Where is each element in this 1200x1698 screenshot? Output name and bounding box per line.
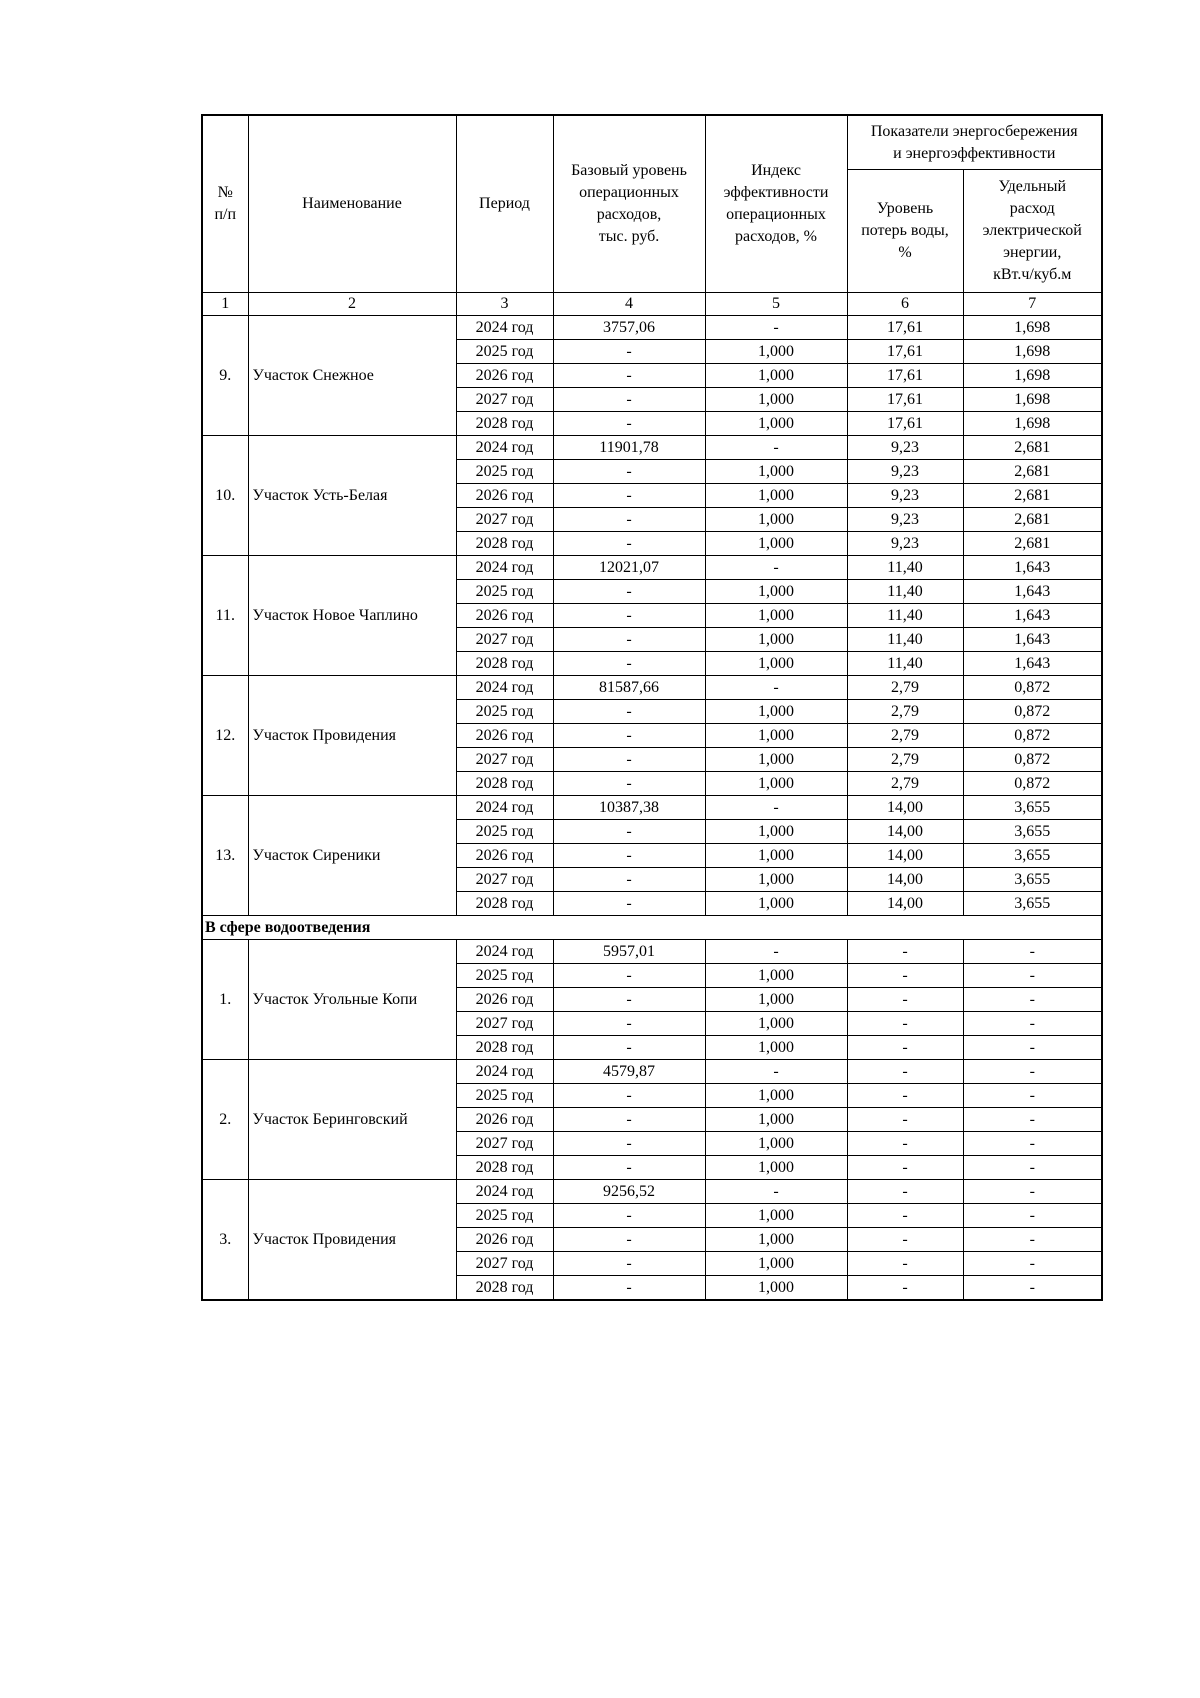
specific-consumption-cell: 2,681	[963, 532, 1102, 556]
specific-consumption-cell: 1,643	[963, 604, 1102, 628]
specific-consumption-cell: 0,872	[963, 676, 1102, 700]
water-loss-cell: 2,79	[847, 676, 963, 700]
efficiency-index-cell: 1,000	[705, 388, 847, 412]
specific-consumption-cell: -	[963, 1036, 1102, 1060]
period-cell: 2024 год	[456, 1060, 553, 1084]
row-number: 9.	[202, 316, 248, 436]
specific-consumption-cell: -	[963, 1204, 1102, 1228]
efficiency-index-cell: 1,000	[705, 748, 847, 772]
efficiency-index-cell: -	[705, 556, 847, 580]
specific-consumption-cell: -	[963, 1156, 1102, 1180]
table-row	[202, 796, 1102, 820]
efficiency-index-cell: 1,000	[705, 1036, 847, 1060]
table-header	[202, 115, 1102, 316]
row-number: 1.	[202, 940, 248, 1060]
site-name: Участок Новое Чаплино	[248, 556, 456, 676]
period-cell: 2025 год	[456, 1084, 553, 1108]
efficiency-index-cell: 1,000	[705, 412, 847, 436]
specific-consumption-cell: 0,872	[963, 700, 1102, 724]
base-level-cell: 81587,66	[553, 676, 705, 700]
specific-consumption-cell: 0,872	[963, 772, 1102, 796]
period-cell: 2028 год	[456, 652, 553, 676]
specific-consumption-cell: 1,698	[963, 388, 1102, 412]
water-loss-cell: -	[847, 1036, 963, 1060]
specific-consumption-cell: 1,698	[963, 364, 1102, 388]
period-cell: 2025 год	[456, 460, 553, 484]
efficiency-index-cell: 1,000	[705, 772, 847, 796]
specific-consumption-cell: 1,643	[963, 652, 1102, 676]
site-name: Участок Провидения	[248, 676, 456, 796]
specific-consumption-cell: -	[963, 1108, 1102, 1132]
water-loss-cell: 14,00	[847, 868, 963, 892]
efficiency-index-cell: 1,000	[705, 1252, 847, 1276]
water-loss-cell: 17,61	[847, 388, 963, 412]
base-level-cell: -	[553, 580, 705, 604]
water-loss-cell: 2,79	[847, 700, 963, 724]
header-base-level: Базовый уровень операционных расходов, тыс. руб.	[553, 115, 705, 293]
base-level-cell: -	[553, 1108, 705, 1132]
indicators-table	[201, 114, 1103, 1301]
table-row	[202, 1180, 1102, 1204]
period-cell: 2025 год	[456, 964, 553, 988]
specific-consumption-cell: 3,655	[963, 844, 1102, 868]
specific-consumption-cell: 1,698	[963, 340, 1102, 364]
base-level-cell: -	[553, 844, 705, 868]
efficiency-index-cell: -	[705, 676, 847, 700]
specific-consumption-cell: -	[963, 1060, 1102, 1084]
water-loss-cell: 11,40	[847, 652, 963, 676]
specific-consumption-cell: -	[963, 1276, 1102, 1301]
period-cell: 2024 год	[456, 940, 553, 964]
specific-consumption-cell: 1,643	[963, 556, 1102, 580]
specific-consumption-cell: 2,681	[963, 436, 1102, 460]
water-loss-cell: -	[847, 1156, 963, 1180]
specific-consumption-cell: 3,655	[963, 868, 1102, 892]
column-number: 5	[705, 293, 847, 316]
period-cell: 2028 год	[456, 1276, 553, 1301]
base-level-cell: -	[553, 412, 705, 436]
base-level-cell: -	[553, 868, 705, 892]
efficiency-index-cell: 1,000	[705, 628, 847, 652]
base-level-cell: -	[553, 652, 705, 676]
efficiency-index-cell: -	[705, 940, 847, 964]
column-number: 1	[202, 293, 248, 316]
specific-consumption-cell: 0,872	[963, 724, 1102, 748]
period-cell: 2024 год	[456, 556, 553, 580]
period-cell: 2028 год	[456, 772, 553, 796]
specific-consumption-cell: 2,681	[963, 508, 1102, 532]
section-title: В сфере водоотведения	[202, 916, 1102, 940]
period-cell: 2028 год	[456, 892, 553, 916]
period-cell: 2027 год	[456, 1132, 553, 1156]
site-name: Участок Усть-Белая	[248, 436, 456, 556]
efficiency-index-cell: 1,000	[705, 484, 847, 508]
efficiency-index-cell: 1,000	[705, 724, 847, 748]
water-loss-cell: 17,61	[847, 316, 963, 340]
base-level-cell: -	[553, 1228, 705, 1252]
specific-consumption-cell: 1,698	[963, 316, 1102, 340]
table-row	[202, 436, 1102, 460]
column-number: 4	[553, 293, 705, 316]
period-cell: 2028 год	[456, 532, 553, 556]
efficiency-index-cell: 1,000	[705, 580, 847, 604]
site-name: Участок Провидения	[248, 1180, 456, 1301]
period-cell: 2027 год	[456, 508, 553, 532]
column-number: 3	[456, 293, 553, 316]
row-number: 10.	[202, 436, 248, 556]
base-level-cell: -	[553, 484, 705, 508]
period-cell: 2027 год	[456, 1252, 553, 1276]
base-level-cell: -	[553, 772, 705, 796]
base-level-cell: 9256,52	[553, 1180, 705, 1204]
period-cell: 2027 год	[456, 868, 553, 892]
base-level-cell: -	[553, 388, 705, 412]
base-level-cell: 3757,06	[553, 316, 705, 340]
water-loss-cell: -	[847, 1204, 963, 1228]
efficiency-index-cell: 1,000	[705, 1108, 847, 1132]
specific-consumption-cell: -	[963, 940, 1102, 964]
specific-consumption-cell: -	[963, 1012, 1102, 1036]
specific-consumption-cell: 1,643	[963, 628, 1102, 652]
period-cell: 2028 год	[456, 412, 553, 436]
efficiency-index-cell: 1,000	[705, 1228, 847, 1252]
efficiency-index-cell: 1,000	[705, 844, 847, 868]
water-loss-cell: -	[847, 1084, 963, 1108]
base-level-cell: -	[553, 628, 705, 652]
efficiency-index-cell: 1,000	[705, 892, 847, 916]
efficiency-index-cell: 1,000	[705, 1084, 847, 1108]
water-loss-cell: 17,61	[847, 340, 963, 364]
base-level-cell: -	[553, 820, 705, 844]
site-name: Участок Угольные Копи	[248, 940, 456, 1060]
water-loss-cell: 9,23	[847, 532, 963, 556]
efficiency-index-cell: 1,000	[705, 652, 847, 676]
specific-consumption-cell: -	[963, 964, 1102, 988]
header-energy-group: Показатели энергосбережения и энергоэффективности	[847, 115, 1102, 170]
table-row	[202, 316, 1102, 340]
base-level-cell: -	[553, 1252, 705, 1276]
efficiency-index-cell: 1,000	[705, 604, 847, 628]
column-number: 6	[847, 293, 963, 316]
specific-consumption-cell: 2,681	[963, 460, 1102, 484]
water-loss-cell: -	[847, 1060, 963, 1084]
water-loss-cell: -	[847, 940, 963, 964]
water-loss-cell: 9,23	[847, 508, 963, 532]
base-level-cell: -	[553, 748, 705, 772]
water-loss-cell: 11,40	[847, 556, 963, 580]
specific-consumption-cell: 3,655	[963, 820, 1102, 844]
column-number: 2	[248, 293, 456, 316]
header-number: № п/п	[202, 115, 248, 293]
period-cell: 2024 год	[456, 796, 553, 820]
efficiency-index-cell: 1,000	[705, 700, 847, 724]
efficiency-index-cell: 1,000	[705, 1276, 847, 1301]
period-cell: 2024 год	[456, 436, 553, 460]
period-cell: 2025 год	[456, 1204, 553, 1228]
base-level-cell: -	[553, 724, 705, 748]
efficiency-index-cell: -	[705, 1180, 847, 1204]
header-specific-consumption: Удельный расход электрической энергии, кВт.ч/куб.м	[963, 170, 1102, 293]
period-cell: 2025 год	[456, 340, 553, 364]
period-cell: 2024 год	[456, 1180, 553, 1204]
specific-consumption-cell: -	[963, 1084, 1102, 1108]
base-level-cell: -	[553, 364, 705, 388]
efficiency-index-cell: 1,000	[705, 964, 847, 988]
period-cell: 2026 год	[456, 364, 553, 388]
section-row	[202, 916, 1102, 940]
period-cell: 2024 год	[456, 316, 553, 340]
water-loss-cell: -	[847, 988, 963, 1012]
specific-consumption-cell: -	[963, 1132, 1102, 1156]
water-loss-cell: 11,40	[847, 580, 963, 604]
efficiency-index-cell: -	[705, 796, 847, 820]
specific-consumption-cell: 1,698	[963, 412, 1102, 436]
base-level-cell: -	[553, 1036, 705, 1060]
efficiency-index-cell: 1,000	[705, 1012, 847, 1036]
base-level-cell: -	[553, 892, 705, 916]
base-level-cell: 12021,07	[553, 556, 705, 580]
efficiency-index-cell: 1,000	[705, 1204, 847, 1228]
header-name: Наименование	[248, 115, 456, 293]
period-cell: 2026 год	[456, 484, 553, 508]
period-cell: 2027 год	[456, 748, 553, 772]
site-name: Участок Беринговский	[248, 1060, 456, 1180]
efficiency-index-cell: 1,000	[705, 988, 847, 1012]
efficiency-index-cell: 1,000	[705, 508, 847, 532]
water-loss-cell: 9,23	[847, 460, 963, 484]
table-row	[202, 556, 1102, 580]
base-level-cell: -	[553, 1156, 705, 1180]
specific-consumption-cell: -	[963, 988, 1102, 1012]
efficiency-index-cell: 1,000	[705, 364, 847, 388]
base-level-cell: -	[553, 1276, 705, 1301]
water-loss-cell: 14,00	[847, 820, 963, 844]
efficiency-index-cell: 1,000	[705, 340, 847, 364]
table-body	[202, 316, 1102, 1301]
water-loss-cell: 17,61	[847, 412, 963, 436]
period-cell: 2028 год	[456, 1036, 553, 1060]
period-cell: 2026 год	[456, 724, 553, 748]
period-cell: 2027 год	[456, 628, 553, 652]
period-cell: 2024 год	[456, 676, 553, 700]
period-cell: 2026 год	[456, 1228, 553, 1252]
specific-consumption-cell: -	[963, 1228, 1102, 1252]
row-number: 11.	[202, 556, 248, 676]
water-loss-cell: 9,23	[847, 484, 963, 508]
row-number: 2.	[202, 1060, 248, 1180]
period-cell: 2027 год	[456, 388, 553, 412]
row-number: 3.	[202, 1180, 248, 1301]
efficiency-index-cell: 1,000	[705, 460, 847, 484]
efficiency-index-cell: -	[705, 316, 847, 340]
base-level-cell: -	[553, 988, 705, 1012]
water-loss-cell: -	[847, 1276, 963, 1301]
water-loss-cell: -	[847, 1252, 963, 1276]
base-level-cell: -	[553, 1132, 705, 1156]
water-loss-cell: 2,79	[847, 748, 963, 772]
header-water-loss: Уровень потерь воды, %	[847, 170, 963, 293]
table-row	[202, 940, 1102, 964]
water-loss-cell: 11,40	[847, 604, 963, 628]
site-name: Участок Снежное	[248, 316, 456, 436]
header-efficiency-index: Индекс эффективности операционных расходов, %	[705, 115, 847, 293]
water-loss-cell: 14,00	[847, 844, 963, 868]
efficiency-index-cell: -	[705, 1060, 847, 1084]
water-loss-cell: 2,79	[847, 772, 963, 796]
column-number: 7	[963, 293, 1102, 316]
efficiency-index-cell: 1,000	[705, 1156, 847, 1180]
water-loss-cell: -	[847, 1180, 963, 1204]
period-cell: 2026 год	[456, 604, 553, 628]
water-loss-cell: -	[847, 1228, 963, 1252]
specific-consumption-cell: 3,655	[963, 796, 1102, 820]
row-number: 13.	[202, 796, 248, 916]
specific-consumption-cell: 1,643	[963, 580, 1102, 604]
table-row	[202, 676, 1102, 700]
site-name: Участок Сиреники	[248, 796, 456, 916]
water-loss-cell: 14,00	[847, 796, 963, 820]
period-cell: 2025 год	[456, 580, 553, 604]
header-period: Период	[456, 115, 553, 293]
base-level-cell: 11901,78	[553, 436, 705, 460]
specific-consumption-cell: 3,655	[963, 892, 1102, 916]
efficiency-index-cell: -	[705, 436, 847, 460]
base-level-cell: -	[553, 1084, 705, 1108]
column-number-row	[202, 293, 1102, 316]
water-loss-cell: -	[847, 1012, 963, 1036]
base-level-cell: 10387,38	[553, 796, 705, 820]
water-loss-cell: -	[847, 1108, 963, 1132]
specific-consumption-cell: 2,681	[963, 484, 1102, 508]
specific-consumption-cell: 0,872	[963, 748, 1102, 772]
base-level-cell: -	[553, 700, 705, 724]
period-cell: 2026 год	[456, 844, 553, 868]
period-cell: 2028 год	[456, 1156, 553, 1180]
base-level-cell: 5957,01	[553, 940, 705, 964]
water-loss-cell: -	[847, 964, 963, 988]
base-level-cell: -	[553, 1204, 705, 1228]
base-level-cell: -	[553, 964, 705, 988]
row-number: 12.	[202, 676, 248, 796]
period-cell: 2025 год	[456, 700, 553, 724]
base-level-cell: -	[553, 1012, 705, 1036]
water-loss-cell: 2,79	[847, 724, 963, 748]
period-cell: 2025 год	[456, 820, 553, 844]
efficiency-index-cell: 1,000	[705, 820, 847, 844]
efficiency-index-cell: 1,000	[705, 868, 847, 892]
period-cell: 2026 год	[456, 1108, 553, 1132]
base-level-cell: -	[553, 604, 705, 628]
table-row	[202, 1060, 1102, 1084]
specific-consumption-cell: -	[963, 1180, 1102, 1204]
period-cell: 2027 год	[456, 1012, 553, 1036]
base-level-cell: -	[553, 508, 705, 532]
water-loss-cell: 14,00	[847, 892, 963, 916]
water-loss-cell: 11,40	[847, 628, 963, 652]
water-loss-cell: 9,23	[847, 436, 963, 460]
water-loss-cell: 17,61	[847, 364, 963, 388]
specific-consumption-cell: -	[963, 1252, 1102, 1276]
efficiency-index-cell: 1,000	[705, 532, 847, 556]
base-level-cell: 4579,87	[553, 1060, 705, 1084]
base-level-cell: -	[553, 460, 705, 484]
period-cell: 2026 год	[456, 988, 553, 1012]
base-level-cell: -	[553, 340, 705, 364]
water-loss-cell: -	[847, 1132, 963, 1156]
base-level-cell: -	[553, 532, 705, 556]
efficiency-index-cell: 1,000	[705, 1132, 847, 1156]
